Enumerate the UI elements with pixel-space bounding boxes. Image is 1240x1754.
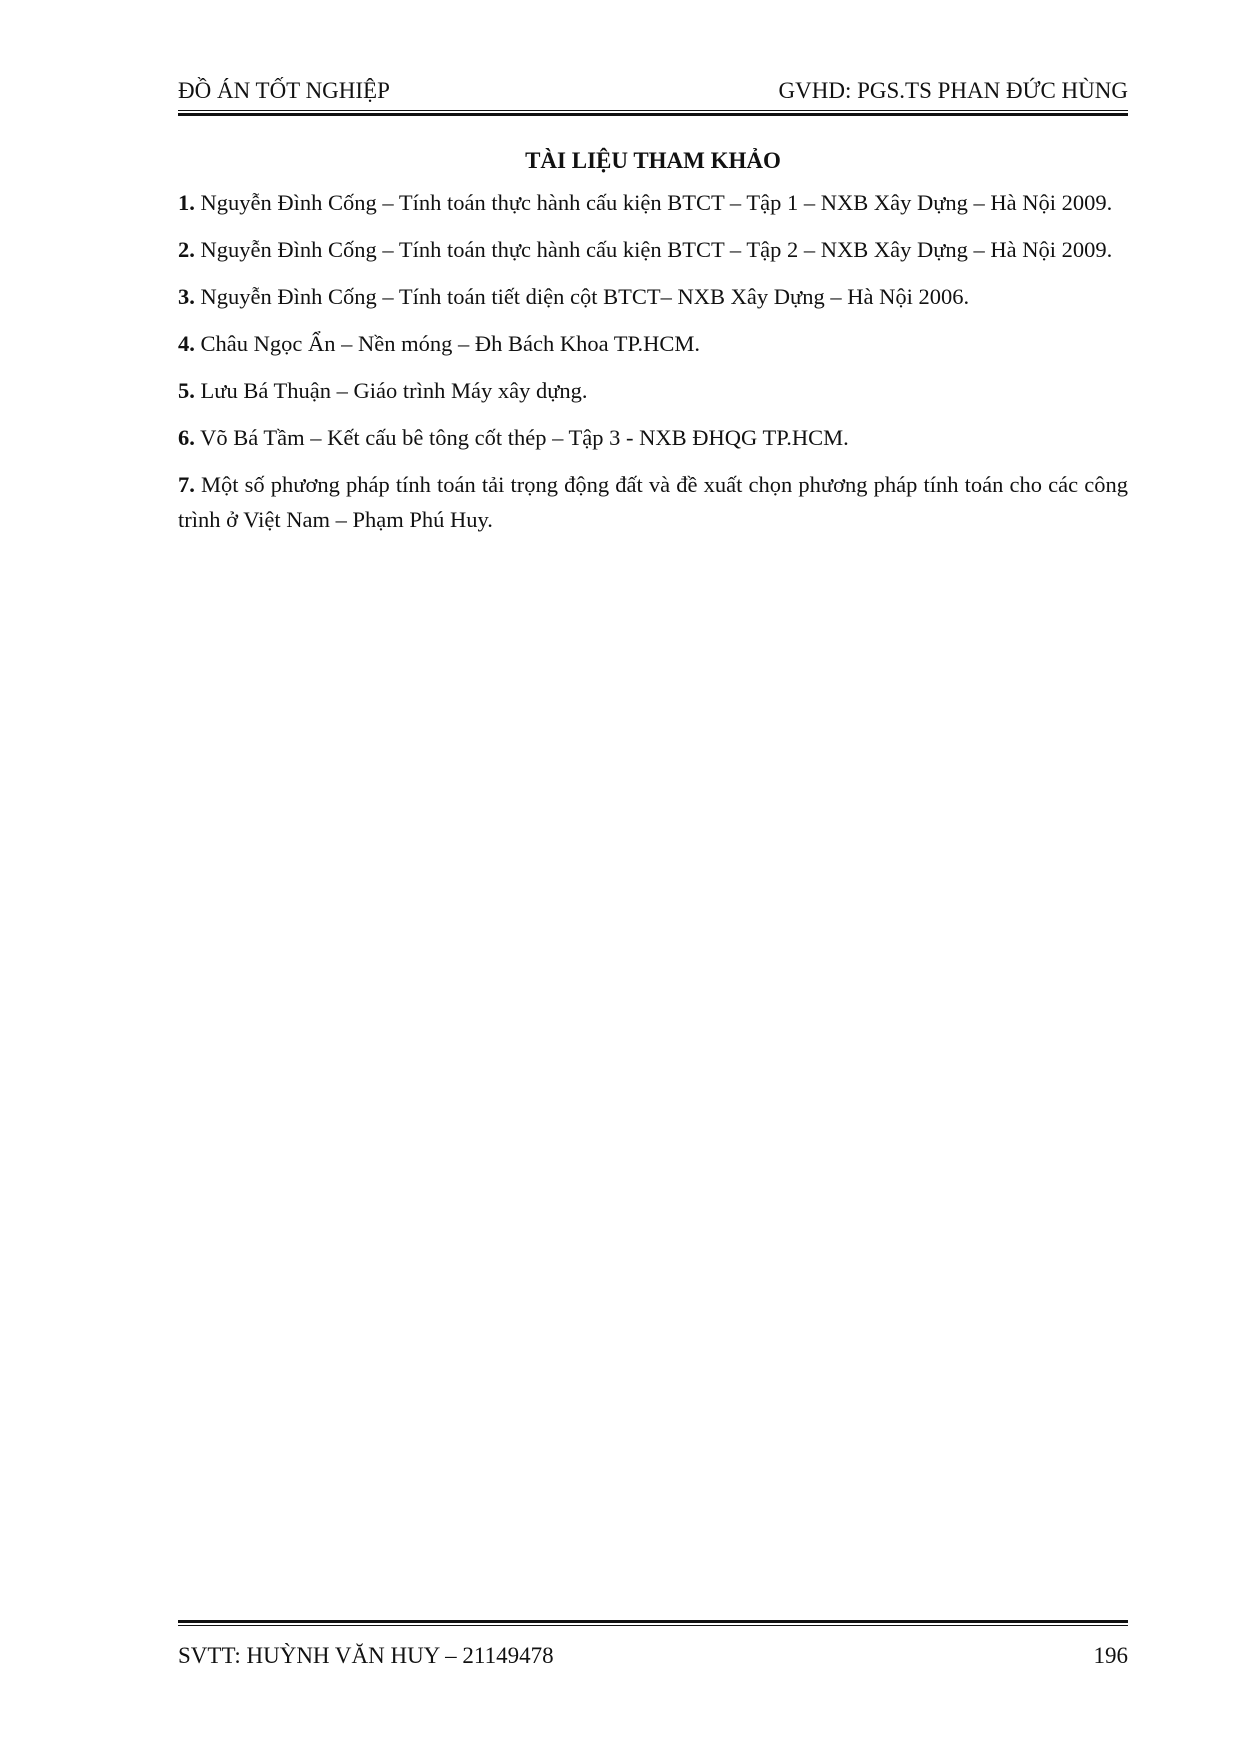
header-rule-thin xyxy=(178,110,1128,111)
reference-text: Một số phương pháp tính toán tải trọng động đất và đề xuất chọn phương pháp tính toán cho các công trình ở Việt Nam – Phạm Phú Huy. xyxy=(178,472,1128,532)
reference-number: 1. xyxy=(178,190,195,215)
reference-item xyxy=(178,420,1128,455)
reference-list xyxy=(178,185,1128,549)
reference-item xyxy=(178,373,1128,408)
reference-number: 4. xyxy=(178,331,195,356)
reference-number: 6. xyxy=(178,425,195,450)
reference-item xyxy=(178,232,1128,267)
reference-text: Lưu Bá Thuận – Giáo trình Máy xây dựng. xyxy=(194,378,588,403)
header-project-title: ĐỒ ÁN TỐT NGHIỆP xyxy=(178,78,390,103)
reference-number: 5. xyxy=(178,378,195,403)
page-number: 196 xyxy=(1093,1643,1128,1668)
footer-student: SVTT: HUỲNH VĂN HUY – 21149478 xyxy=(178,1643,554,1668)
footer-rule-thin xyxy=(178,1625,1128,1626)
page-title: TÀI LIỆU THAM KHẢO xyxy=(525,148,781,173)
reference-text: Nguyễn Đình Cống – Tính toán tiết diện cột BTCT– NXB Xây Dựng – Hà Nội 2006. xyxy=(194,284,970,309)
reference-text: Châu Ngọc Ẩn – Nền móng – Đh Bách Khoa TP.HCM. xyxy=(194,331,701,356)
reference-item xyxy=(178,326,1128,361)
reference-text: Nguyễn Đình Cống – Tính toán thực hành cấu kiện BTCT – Tập 1 – NXB Xây Dựng – Hà Nội 2009. xyxy=(194,190,1113,215)
reference-text: Nguyễn Đình Cống – Tính toán thực hành cấu kiện BTCT – Tập 2 – NXB Xây Dựng – Hà Nội 2009. xyxy=(194,237,1113,262)
reference-item xyxy=(178,279,1128,314)
reference-item xyxy=(178,467,1128,537)
page-footer xyxy=(178,1640,1128,1672)
reference-item xyxy=(178,185,1128,220)
page-header xyxy=(178,74,1128,108)
header-supervisor: GVHD: PGS.TS PHAN ĐỨC HÙNG xyxy=(778,78,1128,103)
header-rule-thick xyxy=(178,113,1128,116)
footer-rule-thick xyxy=(178,1620,1128,1623)
reference-number: 7. xyxy=(178,472,195,497)
reference-text: Võ Bá Tầm – Kết cấu bê tông cốt thép – Tập 3 - NXB ĐHQG TP.HCM. xyxy=(194,425,849,450)
reference-number: 3. xyxy=(178,284,195,309)
reference-number: 2. xyxy=(178,237,195,262)
